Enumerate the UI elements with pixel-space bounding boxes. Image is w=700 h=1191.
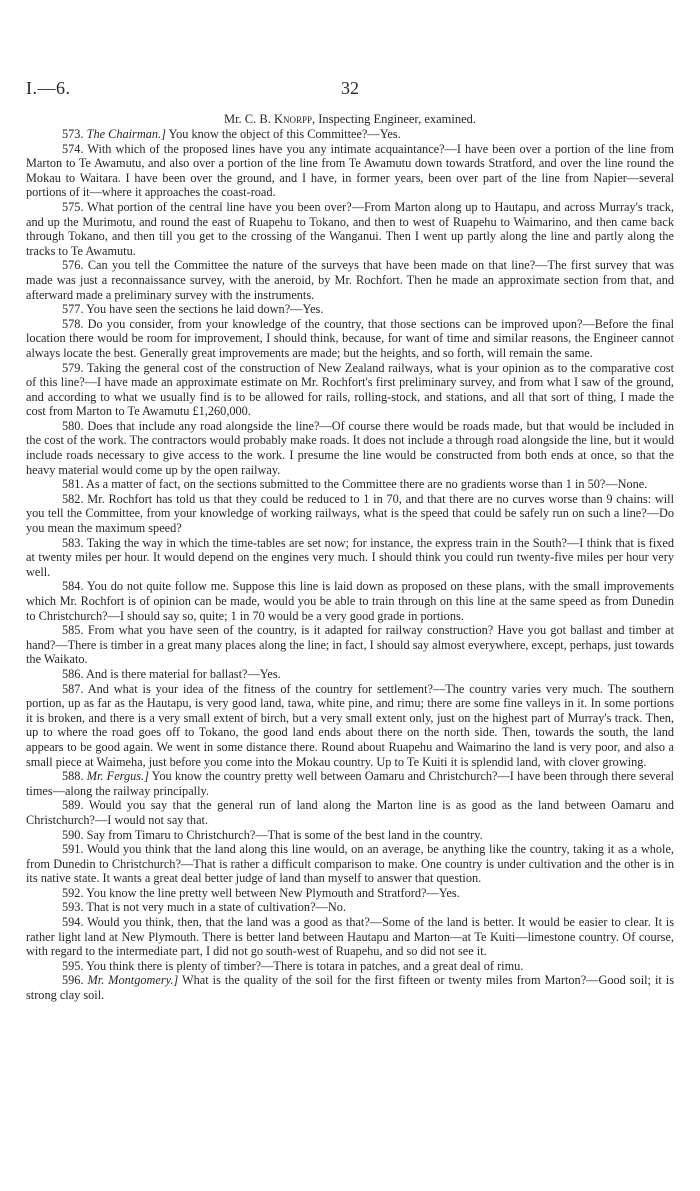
question-text: Do you consider, from your knowledge of the country, that those sections can be improved upon?—Before the final location there would be room for improvement, I should think, because, for want of time and similar reasons, the Engineer cannot always locate the best. Generally great improvements are made; but the heights, and so forth, will remain the same.: [26, 316, 675, 360]
question-text: What portion of the central line have you been over?—From Marton along up to Hautapu, and across Murray's track, and up the Murimotu, and round the east of Ruapehu to Tokano, and then to west of Ruapehu to Waimarino, and then came back through Tokano, and then till you get to the crossing of the Wanganui. Then I went up partly along the line and partly along the tracks to Te Awamutu.: [26, 199, 674, 258]
question-number: 587.: [62, 681, 84, 696]
question-text: Say from Timaru to Christchurch?—That is some of the best land in the country.: [86, 827, 483, 842]
question-number: 578.: [62, 316, 84, 331]
question-number: 593.: [62, 900, 84, 915]
question-number: 580.: [62, 418, 84, 433]
question-number: 579.: [62, 360, 84, 375]
section-number: I.—6.: [26, 78, 71, 98]
question-paragraph: [26, 419, 674, 477]
witness-heading: [0, 112, 700, 127]
question-paragraph: [26, 623, 674, 667]
question-text: Taking the general cost of the construction of New Zealand railways, what is your opinion as to the comparative cost of this line?—I have made an approximate estimate on Mr. Rochfort's first preliminary survey, and from what I saw of the ground, and according to what we usually find is to be allowed for rails, rolling-stock, and stations, and all that sort of thing, I made the cost from Marton to Te Awamutu £1,260,000.: [26, 360, 675, 419]
question-text: What is the quality of the soil for the first fifteen or twenty miles from Marton?—Good soil; it is strong clay soil.: [26, 973, 674, 1003]
question-text: Taking the way in which the time-tables are set now; for instance, the express train in the South?—I think that is fixed at twenty miles per hour. It would depend on the engines very much. I should think you could run twenty-five miles per hour very well.: [26, 535, 674, 579]
question-text: You do not quite follow me. Suppose this line is laid down as proposed on these plans, with the small improvements which Mr. Rochfort is of opinion can be made, would you be able to train through on this line at the same speed as from Dunedin to Christchurch?—I should say so, quite; 1 in 70 would be a very good grade in portions.: [26, 579, 674, 623]
question-paragraph: [26, 361, 674, 419]
question-text: You know the line pretty well between New Plymouth and Stratford?—Yes.: [86, 885, 460, 900]
question-number: 588.: [62, 769, 84, 784]
speaker-name: Mr. Fergus.]: [86, 769, 149, 784]
question-paragraph: [26, 915, 674, 959]
question-paragraph: [26, 200, 674, 258]
question-text: Would you say that the general run of land along the Marton line is as good as the land between Oamaru and Christchurch?—I would not say that.: [26, 798, 674, 827]
question-text: Can you tell the Committee the nature of the surveys that have been made on that line?—The first survey that was made was just a reconnaissance survey, with the aneroid, by Mr. Rochfort. Then he made an approximate section from that, and afterward made a preliminary survey with the instruments.: [26, 258, 674, 302]
question-text: You know the object of this Committee?—Yes.: [165, 127, 401, 141]
question-text: As a matter of fact, on the sections submitted to the Committee there are no gradients worse than 1 in 50?—None.: [85, 477, 648, 492]
question-text: And what is your idea of the fitness of the country for settlement?—The country varies very much. The southern portion, up as far as the Hautapu, is very good land, tawa, white pine, and rimu; there are some fine valleys in it. In some portions it is broken, and there is a very small extent of birch, but a very small extent only, just on the highest part of Murray's track. Then, up to where the road goes off to Tokano, the good land ends about there on the north side. Then, towards the south, the land appears to be good again. We went in some distance there. Round about Ruapehu and Waimarino the land is very poor, and also a small piece at Waimeha, just before you come into the Mokau country. Up to Te Kuiti it is splendid land, with clover growing.: [26, 681, 674, 769]
question-number: 574.: [62, 141, 84, 156]
question-number: 581.: [62, 477, 84, 492]
witness-name: C. B. Knorpp: [244, 112, 313, 126]
question-paragraph: [26, 127, 674, 142]
heading-prefix: Mr.: [223, 112, 245, 126]
question-number: 575.: [62, 199, 84, 214]
question-number: 592.: [62, 885, 84, 900]
question-paragraph: [26, 302, 674, 317]
question-number: 586.: [62, 666, 84, 681]
question-paragraph: [26, 579, 674, 623]
question-number: 596.: [62, 973, 84, 988]
question-text: You have seen the sections he laid down?—Yes.: [86, 302, 324, 317]
speaker-name: The Chairman.]: [86, 127, 166, 141]
question-text: With which of the proposed lines have you any intimate acquaintance?—I have been over a portion of the line from Marton to Te Awamutu, and also over a portion of the line from Te Awamutu down towards Stratford, and over the line round the Mokau to Waitara. I have been over the ground, and I have, in former years, been over part of the line from Napier—several portions of it—where it approaches the coast-road.: [26, 141, 674, 200]
question-paragraph: [26, 682, 674, 770]
question-number: 589.: [62, 798, 84, 813]
question-text: That is not very much in a state of cultivation?—No.: [86, 900, 346, 915]
question-paragraph: [26, 477, 674, 492]
question-paragraph: [26, 317, 674, 361]
question-text: Mr. Rochfort has told us that they could be reduced to 1 in 70, and that there are no curves worse than 9 chains: will you tell the Committee, from your knowledge of working railways, what is the speed that could be safely run on such a line?—Do you mean the maximum speed?: [26, 491, 674, 536]
question-paragraph: [26, 667, 674, 682]
question-text: Does that include any road alongside the line?—Of course there would be roads made, but that would be included in the cost of the work. The contractors would probably make roads. It does not include a through road alongside the line, but it would include roads necessary to give access to the work. I presume the line would be constructed from both ends at once, so that the heavy material would come up by the open railway.: [26, 418, 674, 477]
question-text: You know the country pretty well between Oamaru and Christchurch?—I have been through there several times—along the railway principally.: [26, 769, 674, 798]
question-number: 591.: [62, 842, 84, 857]
question-paragraph: [26, 142, 674, 200]
question-paragraph: [26, 828, 674, 843]
question-number: 590.: [62, 827, 84, 842]
heading-suffix: , Inspecting Engineer, examined.: [312, 112, 477, 126]
question-paragraph: [26, 842, 674, 886]
question-paragraph: [26, 973, 674, 1002]
testimony-body: [26, 127, 674, 1003]
question-text: Would you think that the land along this line would, on an average, be anything like the country, taking it as a whole, from Dunedin to Christchurch?—That is rather a difficult comparison to make. One country is under cultivation and the other is in its native state. It wants a great deal better judge of land than myself to answer that question.: [26, 842, 674, 886]
question-number: 582.: [62, 491, 84, 506]
question-text: From what you have seen of the country, is it adapted for railway construction? Have you got ballast and timber at hand?—There is timber in a great many places along the line; in fact, I should say almost everywhere, except, perhaps, just towards the Waikato.: [26, 623, 675, 667]
question-paragraph: [26, 886, 674, 901]
question-number: 594.: [62, 915, 84, 930]
question-text: You think there is plenty of timber?—There is totara in patches, and a great deal of rimu.: [86, 958, 524, 973]
page-number: 32: [341, 78, 359, 98]
question-text: Would you think, then, that the land was a good as that?—Some of the land is better. It would be easier to clear. It is rather light land at New Plymouth. There is better land between Hautapu and Marton—at Te Kuiti—limestone country. Of course, with regard to the intermediate part, I did not go south-west of Ruapehu, and so did not see it.: [26, 915, 674, 959]
speaker-name: Mr. Montgomery.]: [87, 973, 179, 988]
question-paragraph: [26, 798, 674, 827]
question-paragraph: [26, 492, 674, 536]
question-number: 595.: [62, 958, 84, 973]
question-number: 576.: [62, 258, 84, 273]
question-paragraph: [26, 769, 674, 798]
question-paragraph: [26, 258, 674, 302]
question-paragraph: [26, 959, 674, 974]
question-number: 577.: [62, 302, 84, 317]
question-number: 584.: [62, 579, 84, 594]
question-number: 583.: [62, 535, 84, 550]
question-paragraph: [26, 900, 674, 915]
question-number: 573.: [62, 127, 84, 141]
question-paragraph: [26, 536, 674, 580]
question-text: And is there material for ballast?—Yes.: [85, 666, 281, 681]
question-number: 585.: [62, 623, 84, 638]
